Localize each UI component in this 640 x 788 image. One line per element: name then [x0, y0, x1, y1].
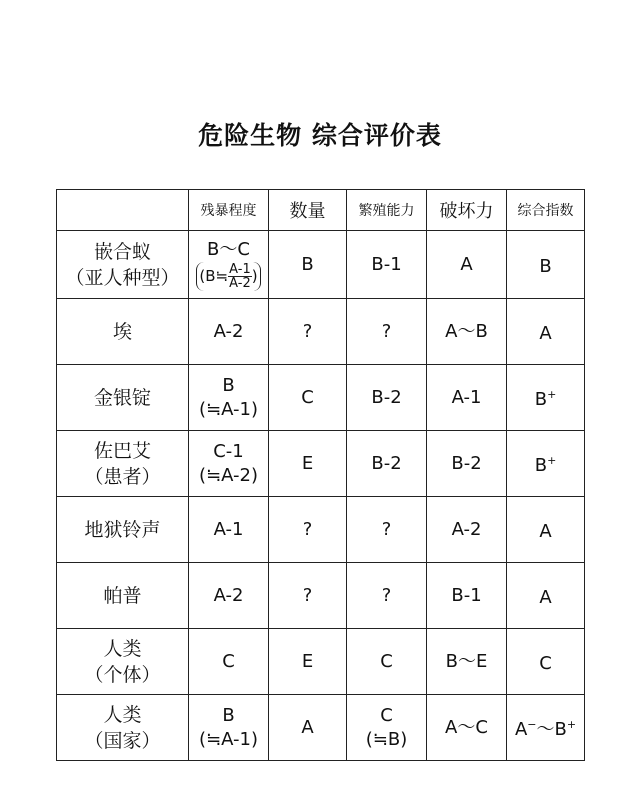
breeding-cell: ?: [347, 299, 427, 365]
creature-name: 嵌合蚁 （亚人种型）: [57, 231, 189, 299]
destruction-cell: B～E: [427, 629, 507, 695]
quantity-cell: E: [269, 431, 347, 497]
destruction-cell: A～C: [427, 695, 507, 761]
breeding-cell: ?: [347, 497, 427, 563]
breeding-cell: B-2: [347, 365, 427, 431]
overall-cell: B+: [507, 365, 585, 431]
cruelty-cell: C: [189, 629, 269, 695]
destruction-cell: A～B: [427, 299, 507, 365]
destruction-cell: A-2: [427, 497, 507, 563]
quantity-cell: B: [269, 231, 347, 299]
cruelty-cell: A-2: [189, 563, 269, 629]
creature-name: 人类 （国家）: [57, 695, 189, 761]
creature-name: 地狱铃声: [57, 497, 189, 563]
header-quantity: 数量: [269, 190, 347, 231]
table-row: [57, 231, 585, 299]
quantity-cell: ?: [269, 299, 347, 365]
overall-cell: A: [507, 299, 585, 365]
breeding-cell: C (≒B): [347, 695, 427, 761]
breeding-cell: B-1: [347, 231, 427, 299]
table-row: [57, 365, 585, 431]
cruelty-cell: C-1 (≒A-2): [189, 431, 269, 497]
destruction-cell: A: [427, 231, 507, 299]
breeding-cell: ?: [347, 563, 427, 629]
cruelty-cell: A-1: [189, 497, 269, 563]
creature-name: 人类 （个体）: [57, 629, 189, 695]
overall-cell: B: [507, 231, 585, 299]
overall-cell: A−～B+: [507, 695, 585, 761]
quantity-cell: ?: [269, 563, 347, 629]
table-row: [57, 299, 585, 365]
page-title: 危险生物 综合评价表: [198, 121, 442, 150]
creature-name: 金银锭: [57, 365, 189, 431]
destruction-cell: A-1: [427, 365, 507, 431]
destruction-cell: B-1: [427, 563, 507, 629]
cruelty-note: (B≒ $\frac{A-1}{A-2}$ ): [189, 262, 268, 291]
quantity-cell: C: [269, 365, 347, 431]
overall-cell: A: [507, 497, 585, 563]
header-overall: 综合指数: [507, 190, 585, 231]
overall-cell: C: [507, 629, 585, 695]
fraction: $\frac{A-1}{A-2}$: [229, 262, 251, 291]
table-row: [57, 497, 585, 563]
cruelty-cell: B (≒A-1): [189, 695, 269, 761]
breeding-cell: C: [347, 629, 427, 695]
creature-name: 帕普: [57, 563, 189, 629]
header-corner: [57, 190, 189, 231]
overall-cell: B+: [507, 431, 585, 497]
quantity-cell: ?: [269, 497, 347, 563]
header-cruelty: 残暴程度: [189, 190, 269, 231]
table-row: [57, 431, 585, 497]
header-destruction: 破坏力: [427, 190, 507, 231]
table-row: [57, 629, 585, 695]
header-row: [57, 190, 585, 231]
cruelty-cell: B～C (B≒ $\frac{A-1}{A-2}$ ): [189, 231, 269, 299]
creature-name: 埃: [57, 299, 189, 365]
creature-name: 佐巴艾 （患者）: [57, 431, 189, 497]
evaluation-table: [56, 189, 585, 761]
cruelty-cell: B (≒A-1): [189, 365, 269, 431]
quantity-cell: E: [269, 629, 347, 695]
header-breeding: 繁殖能力: [347, 190, 427, 231]
destruction-cell: B-2: [427, 431, 507, 497]
cruelty-cell: A-2: [189, 299, 269, 365]
table-row: [57, 695, 585, 761]
overall-cell: A: [507, 563, 585, 629]
breeding-cell: B-2: [347, 431, 427, 497]
table-row: [57, 563, 585, 629]
quantity-cell: A: [269, 695, 347, 761]
